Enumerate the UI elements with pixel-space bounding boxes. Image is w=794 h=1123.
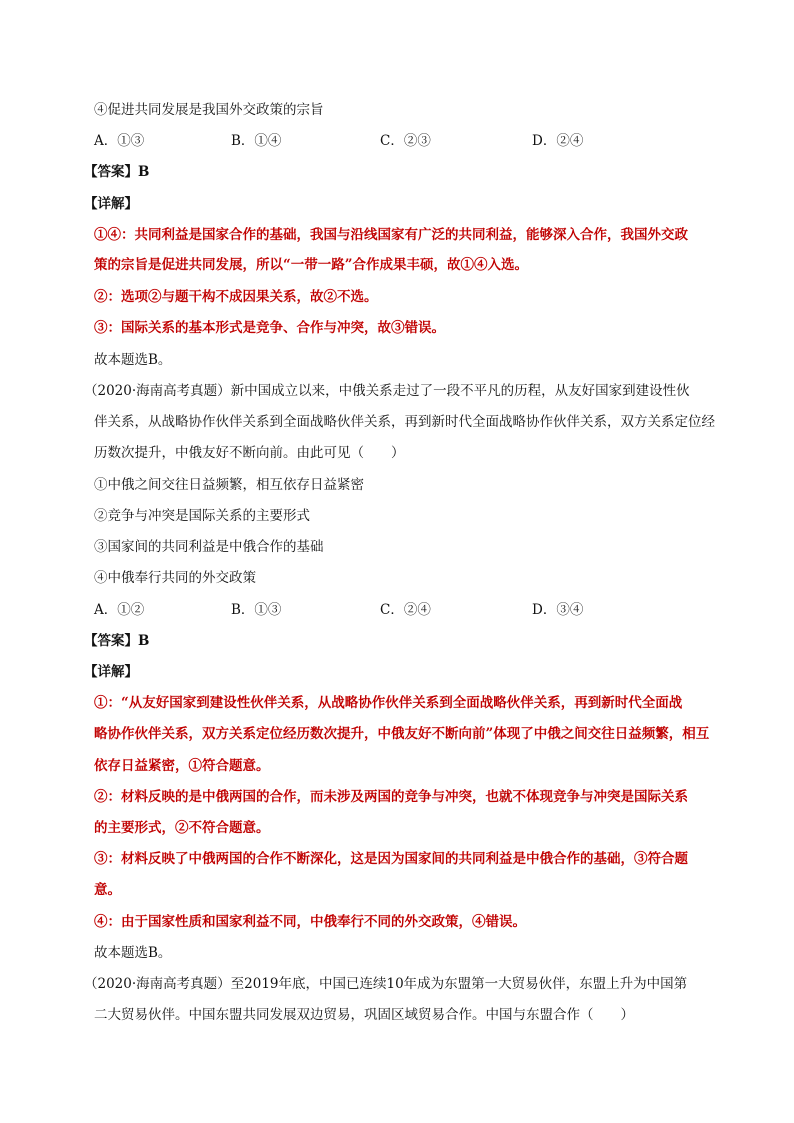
q2-option-d: D．③④ <box>532 602 584 618</box>
q1-explanation-2: ②：选项②与题干构不成因果关系，故②不选。 <box>94 289 378 305</box>
q2-option-a: A．①② <box>94 602 145 618</box>
q2-options <box>94 600 714 620</box>
q2-item-1: ①中俄之间交往日益频繁，相互依存日益紧密 <box>94 477 364 493</box>
q2-stem-line-2: 伴关系，从战略协作伙伴关系到全面战略伙伴关系，再到新时代全面战略协作伙伴关系，双方关系定位经 <box>94 414 715 430</box>
q2-explanation-2-line-2: 的主要形式，②不符合题意。 <box>94 820 270 836</box>
q2-explanation-2-line-1: ②：材料反映的是中俄两国的合作，而未涉及两国的竞争与冲突，也就不体现竞争与冲突是国际关系 <box>94 789 688 805</box>
q1-option-d: D．②④ <box>532 133 584 149</box>
q2-item-2: ②竞争与冲突是国际关系的主要形式 <box>94 508 310 524</box>
q1-option-b: B．①④ <box>231 133 282 149</box>
q1-explanation-1-line-1: ①④：共同利益是国家合作的基础，我国与沿线国家有广泛的共同利益，能够深入合作，我国外交政 <box>94 227 688 243</box>
q2-explanation-1-line-2: 略协作伙伴关系，双方关系定位经历数次提升，中俄友好不断向前”体现了中俄之间交往日益频繁，相互 <box>94 726 710 742</box>
q2-option-c: C．②④ <box>380 602 431 618</box>
q1-option-a: A．①③ <box>94 133 145 149</box>
q2-explanation-3-line-1: ③：材料反映了中俄两国的合作不断深化，这是因为国家间的共同利益是中俄合作的基础，③符合题 <box>94 851 688 867</box>
q2-item-3: ③国家间的共同利益是中俄合作的基础 <box>94 539 324 555</box>
q2-answer: 【答案】B <box>84 633 150 649</box>
q2-explanation-3-line-2: 意。 <box>94 882 121 898</box>
q2-explanation-4: ④：由于国家性质和国家利益不同，中俄奉行不同的外交政策，④错误。 <box>94 914 526 930</box>
q1-conclusion: 故本题选B。 <box>94 352 172 368</box>
q2-explanation-1-line-3: 依存日益紧密，①符合题意。 <box>94 758 270 774</box>
q1-explanation-1-line-2: 策的宗旨是促进共同发展，所以“一带一路”合作成果丰硕，故①④入选。 <box>94 257 529 273</box>
q1-options <box>94 131 714 151</box>
q3-stem-line-2: 二大贸易伙伴。中国东盟共同发展双边贸易，巩固区域贸易合作。中国与东盟合作（ ） <box>94 1007 634 1023</box>
q1-option-c: C．②③ <box>380 133 431 149</box>
q2-explanation-1-line-1: ①：“从友好国家到建设性伙伴关系，从战略协作伙伴关系到全面战略伙伴关系，再到新时代全面战 <box>94 695 683 711</box>
q2-option-b: B．①③ <box>231 602 282 618</box>
q1-explanation-3: ③：国际关系的基本形式是竞争、合作与冲突，故③错误。 <box>94 320 445 336</box>
q2-detail-heading: 【详解】 <box>84 664 138 680</box>
q2-item-4: ④中俄奉行共同的外交政策 <box>94 570 256 586</box>
q1-item-4: ④促进共同发展是我国外交政策的宗旨 <box>94 102 324 118</box>
q1-answer: 【答案】B <box>84 164 150 180</box>
q3-stem-line-1: （2020·海南高考真题）至2019年底，中国已连续10年成为东盟第一大贸易伙伴，东盟上升为中国第 <box>84 976 688 992</box>
q2-conclusion: 故本题选B。 <box>94 945 172 961</box>
q1-detail-heading: 【详解】 <box>84 196 138 212</box>
q2-stem-line-1: （2020·海南高考真题）新中国成立以来，中俄关系走过了一段不平凡的历程，从友好国家到建设性伙 <box>84 383 690 399</box>
q2-stem-line-3: 历数次提升，中俄友好不断向前。由此可见（ ） <box>94 445 405 461</box>
